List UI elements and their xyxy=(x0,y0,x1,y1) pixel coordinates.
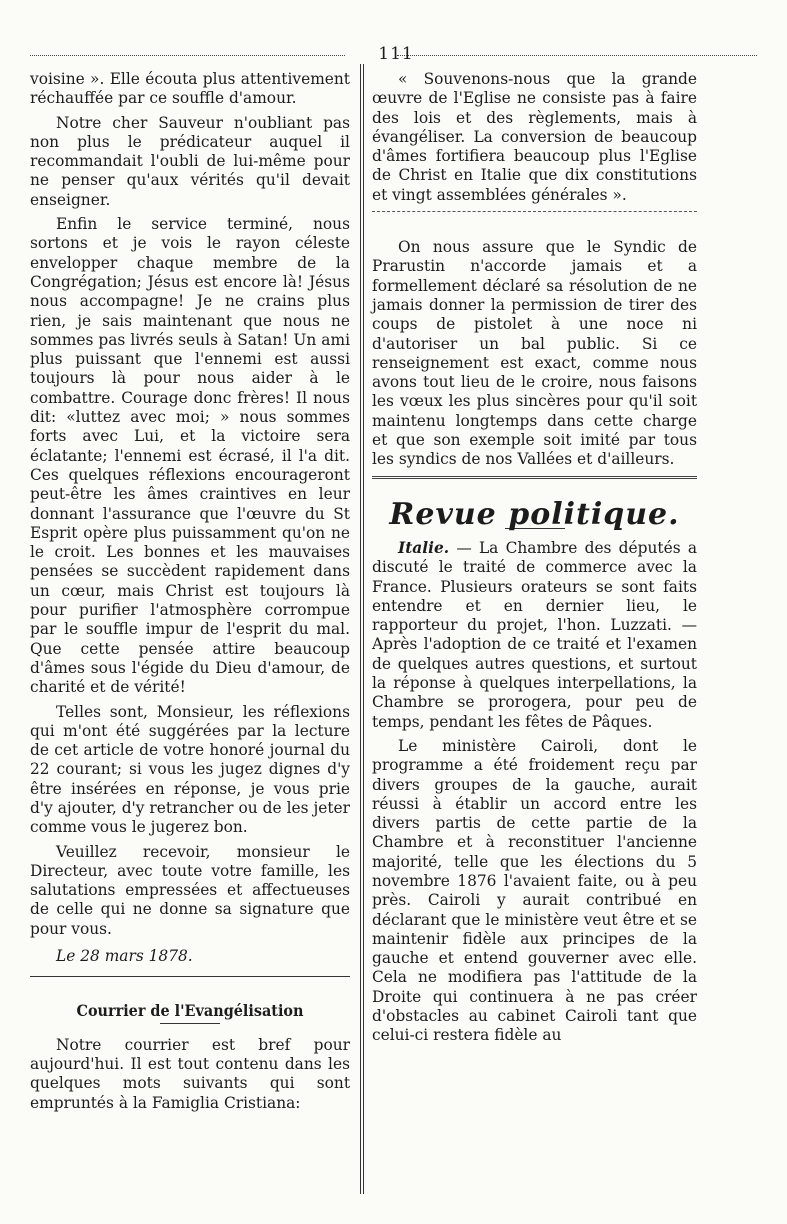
paragraph-text: — La Chambre des députés a discuté le traité de commerce avec la France. Plusieurs orateurs se sont faits entendre et en dernier lieu, le rapporteur du projet, l'hon. Luzzati. — Après l'adoption de ce traité et l'examen de quelques autres questions, et surtout la réponse à quelques interpellations, la Chambre se prorogera, pour peu de temps, pendant les fêtes de Pâques. xyxy=(372,538,697,731)
section-rule xyxy=(30,976,350,977)
running-head xyxy=(30,44,757,64)
page-number: 111 xyxy=(378,44,414,64)
paragraph: On nous assure que le Syndic de Prarustin n'accorde jamais et a formellement déclaré sa résolution de ne jamais donner la permission de tirer des coups de pistolet à une noce ni d'autoriser un bal public. Si ce renseignement est exact, comme nous avons tout lieu de le croire, nous faisons les vœux les plus sincères pour qu'il soit maintenu longtemps dans cette charge et que son exemple soit imité par tous les syndics de nos Vallées et d'ailleurs. xyxy=(372,238,697,469)
column-divider xyxy=(360,64,361,1194)
paragraph: Notre courrier est bref pour aujourd'hui. Il est tout contenu dans les quelques mots suivants qui sont empruntés à la Famiglia Cristiana: xyxy=(30,1035,350,1112)
paragraph: Veuillez recevoir, monsieur le Directeur, avec toute votre famille, les salutations empressées et affectueuses de celle qui ne donne sa signature que pour vous. xyxy=(30,842,350,938)
right-column xyxy=(372,70,697,1051)
double-separator xyxy=(372,476,697,479)
title-ornament xyxy=(160,1023,220,1024)
country-label: Italie. xyxy=(398,538,450,557)
dotted-separator xyxy=(372,211,697,212)
paragraph: Enfin le service terminé, nous sortons et je vois le rayon céleste envelopper chaque membre de la Congrégation; Jésus est encore là! Jésus nous accompagne! Je ne crains plus rien, je sais maintenant que nous ne sommes pas livrés seuls à Satan! Un ami plus puissant que l'ennemi est aussi toujours là pour nous aider à le combattre. Courage donc frères! Il nous dit: «luttez avec moi; » nous sommes forts avec Lui, et la victoire sera éclatante; l'ennemi est écrasé, il l'a dit. Ces quelques réflexions encourageront peut-être les âmes craintives en leur donnant l'assurance que l'œuvre du St Esprit opère plus puissamment qu'on ne le croit. Les bonnes et les mauvaises pensées se succèdent rapidement dans un cœur, mais Christ est toujours là pour purifier l'atmosphère corrompue par le souffle impur de l'esprit du mal. Que cette pensée attire beaucoup d'âmes sous l'égide du Dieu d'amour, de charité et de vérité! xyxy=(30,215,350,697)
left-column xyxy=(30,70,350,1118)
revue-politique-title: Revue politique. xyxy=(389,496,680,532)
paragraph: voisine ». Elle écouta plus attentivement réchauffée par ce souffle d'amour. xyxy=(30,70,350,108)
letter-date: Le 28 mars 1878. xyxy=(56,947,193,966)
head-rule-right xyxy=(397,55,757,56)
head-rule-left xyxy=(30,55,345,56)
quote-paragraph: « Souvenons-nous que la grande œuvre de l'Eglise ne consiste pas à faire des lois et des règlements, mais à évangéliser. La conversion de beaucoup d'âmes fortifiera beaucoup plus l'Eglise de Christ en Italie que dix constitutions et vingt assemblées générales ». xyxy=(372,70,697,204)
paragraph: Le ministère Cairoli, dont le programme a été froidement reçu par divers groupes de la gauche, aurait réussi à établir un accord entre les divers partis de cette partie de la Chambre et à reconstituer l'ancienne majorité, telle que les élections du 5 novembre 1876 l'avaient faite, ou à peu près. Cairoli y aurait contribué en déclarant que le ministère veut être et se maintenir fidèle aux principes de la gauche et entend gouverner avec elle. Cela ne modifiera pas l'attitude de la Droite qui continuera à ne pas créer d'obstacles au cabinet Cairoli tant que celui-ci restera fidèle au xyxy=(372,736,697,1045)
section-title: Courrier de l'Evangélisation xyxy=(76,1001,304,1021)
paragraph: Telles sont, Monsieur, les réflexions qui m'ont été suggérées par la lecture de cet article de votre honoré journal du 22 courant; si vous les jugez dignes d'y être insérées en réponse, je vous prie d'y ajouter, d'y retrancher ou de les jeter comme vous le jugerez bon. xyxy=(30,702,350,837)
paragraph xyxy=(372,539,697,732)
paragraph: Notre cher Sauveur n'oubliant pas non plus le prédicateur auquel il recommandait l'oubli de lui-même pour ne penser qu'aux vérités qu'il devait enseigner. xyxy=(30,113,350,209)
